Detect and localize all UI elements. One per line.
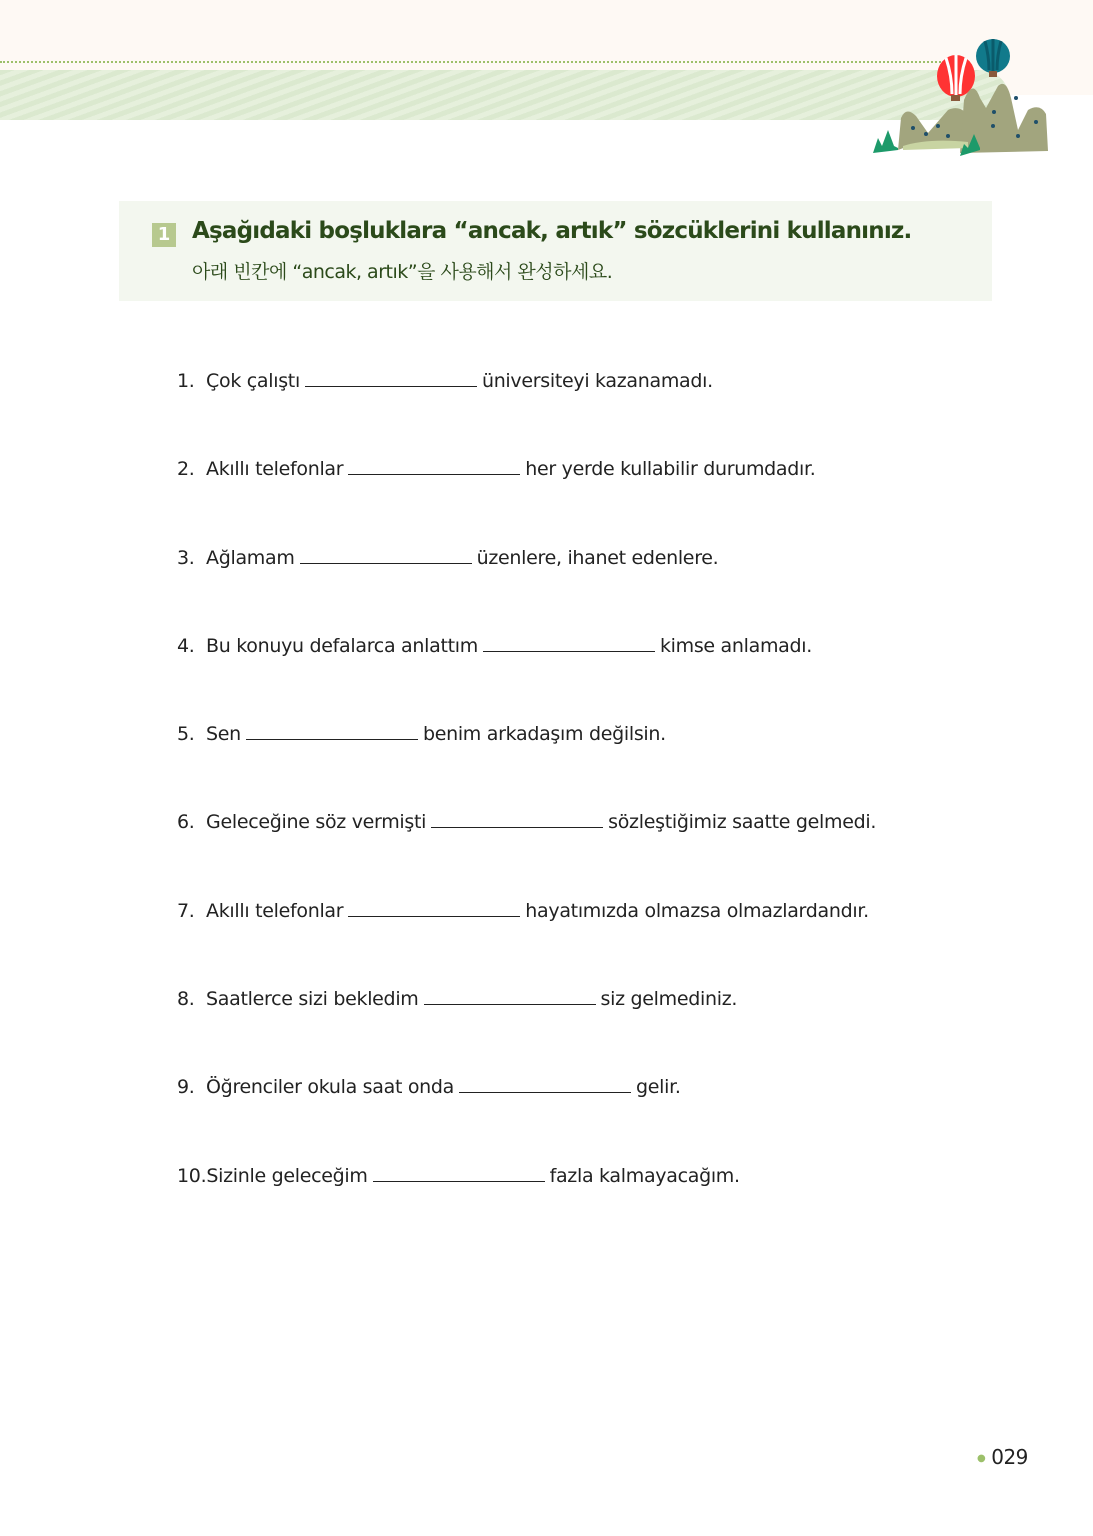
exercise-subtitle: 아래 빈칸에 “ancak, artık”을 사용해서 완성하세요. bbox=[192, 261, 613, 283]
answer-blank[interactable] bbox=[431, 809, 603, 828]
exercise-item bbox=[177, 368, 876, 456]
exercise-item bbox=[177, 633, 876, 721]
item-number: 1. bbox=[177, 370, 201, 392]
item-text-before: Akıllı telefonlar bbox=[206, 458, 344, 481]
item-number: 6. bbox=[177, 811, 201, 834]
balloons-mountains-illustration bbox=[868, 38, 1053, 158]
exercise-item bbox=[177, 1163, 876, 1251]
item-number: 7. bbox=[177, 899, 201, 922]
answer-blank[interactable] bbox=[300, 545, 472, 564]
answer-blank[interactable] bbox=[483, 633, 655, 652]
item-text-after: hayatımızda olmazsa olmazlardandır. bbox=[525, 899, 869, 922]
exercise-title: Aşağıdaki boşluklara “ancak, artık” sözcüklerini kullanınız. bbox=[192, 218, 912, 244]
item-text-after: üzenlere, ihanet edenlere. bbox=[476, 546, 719, 569]
page-number bbox=[977, 1445, 1028, 1469]
exercise-number-badge: 1 bbox=[152, 223, 176, 247]
item-number: 4. bbox=[177, 634, 201, 657]
item-number: 9. bbox=[177, 1076, 201, 1099]
answer-blank[interactable] bbox=[373, 1163, 545, 1182]
dotted-divider bbox=[0, 61, 945, 63]
exercise-item bbox=[177, 898, 876, 986]
answer-blank[interactable] bbox=[459, 1074, 631, 1093]
item-text-before: Geleceğine söz vermişti bbox=[206, 811, 427, 834]
item-text-before: Akıllı telefonlar bbox=[206, 899, 344, 922]
item-text-before: Sizinle geleceğim bbox=[206, 1164, 368, 1187]
item-number: 3. bbox=[177, 546, 201, 569]
item-text-after: siz gelmediniz. bbox=[600, 988, 738, 1011]
item-text-after: sözleştiğimiz saatte gelmedi. bbox=[608, 811, 877, 834]
exercise-item bbox=[177, 545, 876, 633]
page-number-text: 029 bbox=[991, 1445, 1028, 1469]
item-text-before: Saatlerce sizi bekledim bbox=[206, 988, 419, 1011]
answer-blank[interactable] bbox=[348, 898, 520, 917]
item-text-after: her yerde kullabilir durumdadır. bbox=[525, 458, 816, 481]
item-text-after: gelir. bbox=[636, 1076, 681, 1099]
answer-blank[interactable] bbox=[305, 368, 477, 387]
answer-blank[interactable] bbox=[348, 456, 520, 475]
exercise-item bbox=[177, 986, 876, 1074]
answer-blank[interactable] bbox=[424, 986, 596, 1005]
item-number: 2. bbox=[177, 458, 201, 481]
exercise-item bbox=[177, 456, 876, 544]
item-text-after: benim arkadaşım değilsin. bbox=[422, 723, 666, 746]
item-number: 10. bbox=[177, 1164, 207, 1187]
bullet-dot-icon: ● bbox=[977, 1453, 986, 1464]
exercise-item bbox=[177, 809, 876, 897]
item-text-before: Çok çalıştı bbox=[206, 370, 300, 392]
item-text-after: kimse anlamadı. bbox=[659, 634, 812, 657]
item-text-before: Bu konuyu defalarca anlattım bbox=[206, 634, 478, 657]
item-text-before: Ağlamam bbox=[206, 546, 295, 569]
striped-header-band bbox=[0, 70, 1010, 120]
item-text-before: Öğrenciler okula saat onda bbox=[206, 1076, 455, 1099]
blue-balloon-icon bbox=[976, 39, 1010, 77]
item-text-after: üniversiteyi kazanamadı. bbox=[481, 370, 713, 392]
exercise-item bbox=[177, 721, 876, 809]
item-text-before: Sen bbox=[206, 723, 241, 746]
instruction-box bbox=[119, 201, 992, 301]
item-number: 8. bbox=[177, 988, 201, 1011]
item-text-after: fazla kalmayacağım. bbox=[549, 1164, 740, 1187]
exercise-items bbox=[177, 368, 876, 1251]
exercise-item bbox=[177, 1074, 876, 1162]
answer-blank[interactable] bbox=[246, 721, 418, 740]
item-number: 5. bbox=[177, 723, 201, 746]
